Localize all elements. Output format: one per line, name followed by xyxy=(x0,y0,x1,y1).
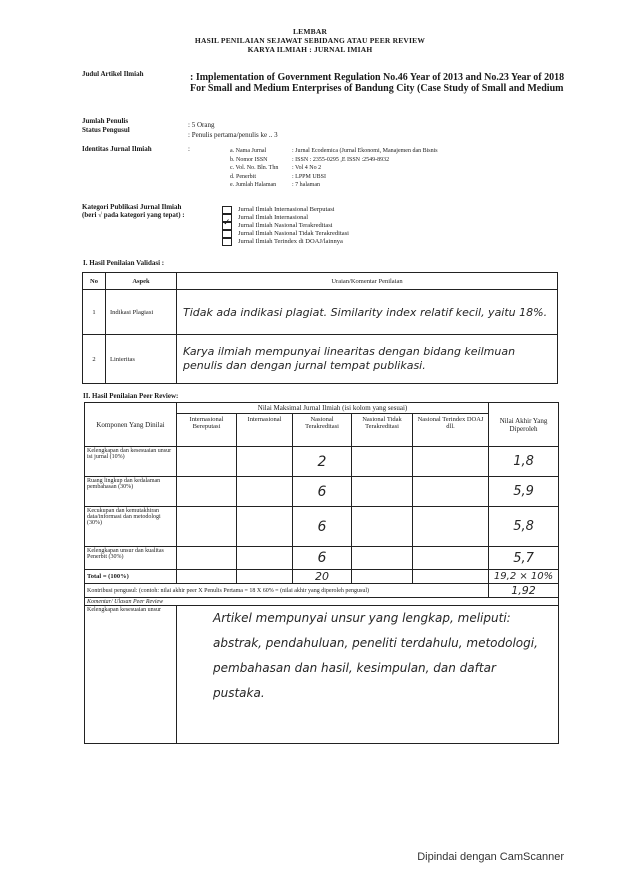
col-akhir: Nilai Akhir Yang Diperoleh xyxy=(489,403,559,447)
row-aspek: Indikasi Plagiasi xyxy=(106,290,177,335)
cell-nasional: 6 xyxy=(293,477,352,507)
col-internasional-bereputasi: Internasional Bereputasi xyxy=(177,414,237,447)
komentar-header-row xyxy=(85,598,559,606)
total-akhir: 19,2 × 10% xyxy=(489,570,559,584)
kontribusi-label: Kontribusi pengusul: (contoh: nilai akhir peer X Penulis Pertama = 18 X 60% = (nilai akhir yang diperoleh pengusul) xyxy=(85,584,489,598)
komentar-row xyxy=(85,606,559,744)
judul-value: : Implementation of Government Regulation No.46 Year of 2013 and No.23 Year of 2018 For Small and Medium Enterprises of Bandung City (Case Study of Small and Medium xyxy=(190,72,565,94)
peer-review-table xyxy=(84,402,559,744)
cell-akhir: 5,7 xyxy=(489,547,559,570)
col-doaj: Nasional Terindex DOAJ dll. xyxy=(413,414,489,447)
row-aspek: Linieritas xyxy=(106,335,177,384)
header-subtitle-2: KARYA ILMIAH : JURNAL IMIAH xyxy=(247,45,373,54)
camscanner-footer: Dipindai dengan CamScanner xyxy=(417,851,564,863)
col-aspek: Aspek xyxy=(106,273,177,290)
col-komponen: Komponen Yang Dinilai xyxy=(85,403,177,447)
col-no: No xyxy=(83,273,106,290)
kategori-option[interactable]: ✓ Jurnal Ilmiah Nasional Terakreditasi xyxy=(222,222,349,230)
section2-title: II. Hasil Penilaian Peer Review: xyxy=(83,392,179,400)
jumlah-value: : 5 Orang xyxy=(188,121,215,129)
table-header-row xyxy=(85,403,559,414)
checkbox[interactable] xyxy=(222,238,232,246)
identitas-label: Identitas Jurnal Ilmiah xyxy=(82,145,152,153)
table-row xyxy=(85,507,559,547)
cell-akhir: 5,9 xyxy=(489,477,559,507)
cell-empty xyxy=(352,570,413,584)
table-header-row xyxy=(83,273,558,290)
kategori-option[interactable]: Jurnal Ilmiah Internasional xyxy=(222,214,349,222)
cell-nasional: 6 xyxy=(293,547,352,570)
col-komentar: Uraian/Komentar Penilaian xyxy=(177,273,558,290)
cell-empty xyxy=(413,447,489,477)
identitas-item: b. Nomor ISSN : ISSN : 2355-0295 ,E ISSN :2549-8932 xyxy=(230,156,390,163)
kategori-option[interactable]: Jurnal Ilmiah Terindex di DOAJ/lainnya xyxy=(222,238,349,246)
identitas-list xyxy=(230,147,438,190)
kategori-option[interactable]: Jurnal Ilmiah Internasional Berputasi xyxy=(222,206,349,214)
komentar-row-label: Kelengkapan kesesuaian unsur xyxy=(85,606,177,744)
identitas-item: d. Penerbit : LPPM UBSI xyxy=(230,173,327,180)
cell-empty xyxy=(237,507,293,547)
cell-empty xyxy=(237,570,293,584)
row-label: Kelengkapan dan kesesuaian unsur isi jurnal (10%) xyxy=(85,447,177,477)
cell-nasional: 2 xyxy=(293,447,352,477)
cell-empty xyxy=(352,477,413,507)
cell-empty xyxy=(413,507,489,547)
cell-empty xyxy=(237,447,293,477)
table-row xyxy=(85,547,559,570)
identitas-colon: : xyxy=(188,145,190,153)
jumlah-label: Jumlah Penulis xyxy=(82,117,129,125)
col-internasional: Internasional xyxy=(237,414,293,447)
cell-empty xyxy=(177,477,237,507)
cell-empty xyxy=(177,507,237,547)
row-no: 1 xyxy=(83,290,106,335)
total-nasional: 20 xyxy=(293,570,352,584)
judul-label: Judul Artikel Ilmiah xyxy=(82,70,144,78)
checkbox-checked[interactable] xyxy=(222,222,232,230)
cell-akhir: 1,8 xyxy=(489,447,559,477)
status-label: Status Pengusul xyxy=(82,126,130,134)
cell-empty xyxy=(352,547,413,570)
kategori-option[interactable]: Jurnal Ilmiah Nasional Tidak Terakreditasi xyxy=(222,230,349,238)
cell-empty xyxy=(413,570,489,584)
row-no: 2 xyxy=(83,335,106,384)
status-value: : Penulis pertama/penulis ke .. 3 xyxy=(188,131,278,139)
identitas-item: a. Nama Jurnal : Jurnal Ecodemica (Jurnal Ekonomi, Manajemen dan Bisnis xyxy=(230,148,438,154)
cell-empty xyxy=(413,547,489,570)
kontribusi-row xyxy=(85,584,559,598)
cell-empty xyxy=(177,447,237,477)
col-nasional-tidak: Nasional Tidak Terakreditasi xyxy=(352,414,413,447)
row-label: Kecukupan dan kemutakhiran data/informasi dan metodologi (30%) xyxy=(85,507,177,547)
table-row xyxy=(83,335,558,384)
cell-empty xyxy=(413,477,489,507)
checkbox[interactable] xyxy=(222,230,232,238)
kategori-hint: (beri √ pada kategori yang tepat) : xyxy=(82,211,185,219)
section1-title: I. Hasil Penilaian Validasi : xyxy=(83,259,165,267)
row-komentar: Tidak ada indikasi plagiat. Similarity index relatif kecil, yaitu 18%. xyxy=(177,290,558,335)
cell-empty xyxy=(237,477,293,507)
table-row xyxy=(85,477,559,507)
total-label: Total = (100%) xyxy=(85,570,177,584)
kategori-label: Kategori Publikasi Jurnal Ilmiah xyxy=(82,203,182,211)
cell-empty xyxy=(177,570,237,584)
komentar-text: Artikel mempunyai unsur yang lengkap, meliputi: abstrak, pendahuluan, peneliti terdahulu, metodologi, pembahasan dan hasil, kesimpulan, dan daftar pustaka. xyxy=(177,606,559,744)
row-label: Ruang lingkup dan kedalaman pembahasan (30%) xyxy=(85,477,177,507)
col-nasional-terakreditasi: Nasional Terakreditasi xyxy=(293,414,352,447)
komentar-label: Komentar/ Ulasan Peer Review xyxy=(85,598,559,606)
cell-empty xyxy=(352,447,413,477)
col-group: Nilai Maksimal Jurnal Ilmiah (isi kolom yang sesuai) xyxy=(177,403,489,414)
table-row xyxy=(83,290,558,335)
validasi-table xyxy=(82,272,558,384)
header-subtitle: HASIL PENILAIAN SEJAWAT SEBIDANG ATAU PEER REVIEW xyxy=(194,36,426,45)
table-row xyxy=(85,447,559,477)
cell-akhir: 5,8 xyxy=(489,507,559,547)
cell-nasional: 6 xyxy=(293,507,352,547)
header-title: LEMBAR xyxy=(292,27,328,36)
kategori-options xyxy=(222,206,349,246)
identitas-item: c. Vol. No. Bln. Thn : Vol 4 No 2 xyxy=(230,165,322,171)
cell-empty xyxy=(237,547,293,570)
identitas-item: e. Jumlah Halaman : 7 halaman xyxy=(230,182,320,188)
total-row xyxy=(85,570,559,584)
cell-empty xyxy=(352,507,413,547)
kontribusi-value: 1,92 xyxy=(489,584,559,598)
cell-empty xyxy=(177,547,237,570)
checkbox[interactable] xyxy=(222,206,232,214)
row-komentar: Karya ilmiah mempunyai linearitas dengan bidang keilmuan penulis dan dengan jurnal tempat publikasi. xyxy=(177,335,558,384)
row-label: Kelengkapan unsur dan kualitas Penerbit (30%) xyxy=(85,547,177,570)
